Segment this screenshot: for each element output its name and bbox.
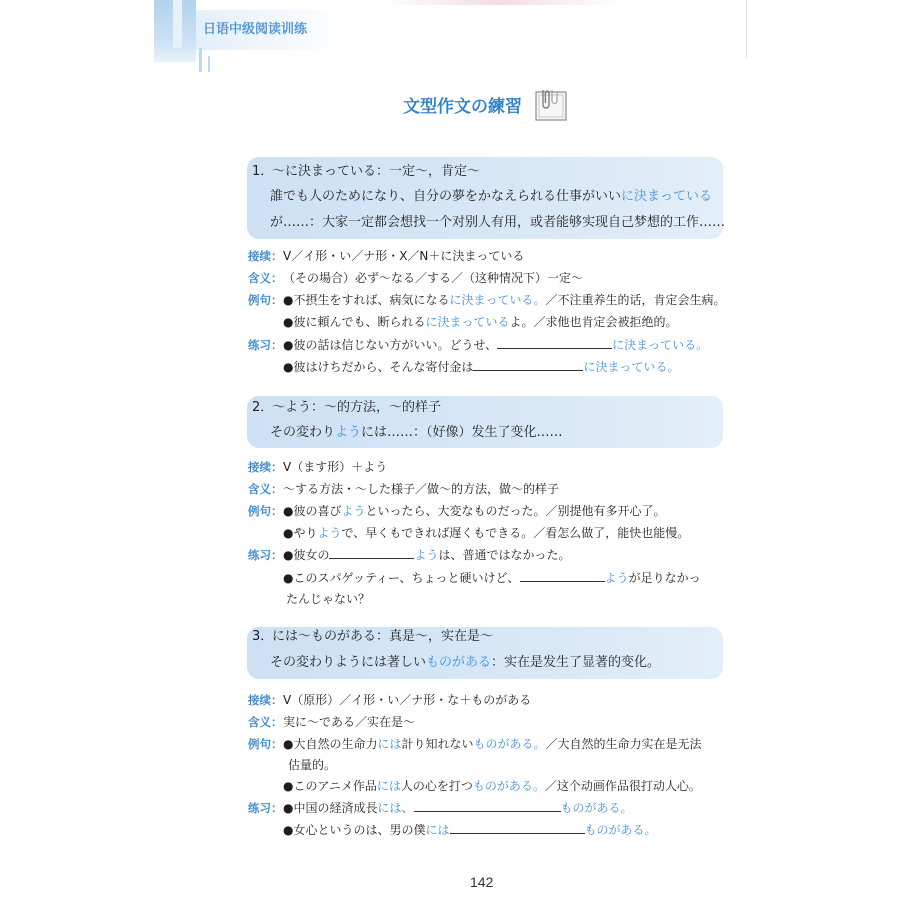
section-2-example-1 (248, 503, 666, 519)
page-title: 文型作文の練習 (403, 97, 522, 117)
example-text: ●彼の喜び (283, 504, 342, 518)
exercise-text: ●彼女の (283, 548, 330, 562)
section-1-connection (248, 248, 524, 264)
example-text: ●このアニメ作品 (283, 779, 377, 793)
section-2-example-2 (283, 525, 689, 541)
exercise-text: たんじゃない？ (286, 592, 371, 606)
meaning-label: 含义： (248, 715, 283, 729)
example-text: 人の心を打つ (400, 779, 473, 793)
exercise-label: 练习： (248, 548, 283, 562)
example-label: 例句： (248, 293, 283, 307)
example-label: 例句： (248, 504, 283, 518)
section-1-sample-translation (270, 215, 725, 231)
header-tick (208, 56, 210, 72)
header-tab-inner (173, 0, 182, 48)
exercise-text: ●彼はけちだから、そんな寄付金は (283, 360, 474, 374)
example-text: ●やり (283, 526, 318, 540)
exercise-text: ●女心というのは、男の僕 (283, 823, 426, 837)
fill-in-blank (497, 336, 612, 349)
section-heading-text: ～に決まっている：一定～，肯定～ (272, 164, 481, 179)
section-3-exercise-1 (248, 799, 633, 816)
series-title: 日语中级阅读训练 (203, 22, 308, 37)
fill-in-blank (450, 821, 585, 834)
exercise-text: ●このスパゲッティー、ちょっと硬いけど、 (283, 571, 520, 585)
example-text: で、早くもできれば遅くもできる。／看怎么做了，能快也能慢。 (341, 526, 690, 540)
exercise-text: ●中国の経済成長 (283, 801, 378, 815)
sample-text: その変わり (270, 425, 336, 440)
connection-label: 接续： (248, 460, 283, 474)
clipboard-icon (533, 87, 569, 122)
meaning-text: 実に～である／实在是～ (283, 715, 416, 729)
section-1-example-2 (283, 314, 678, 330)
example-text: ●不摂生をすれば、病気になる (283, 293, 450, 307)
section-number: 3． (252, 629, 274, 644)
section-3-example-2 (283, 778, 701, 794)
example-text: ／不注重养生的话，肯定会生病。 (545, 293, 726, 307)
fill-in-blank (520, 569, 605, 582)
sample-text: ：实在是发生了显著的变化。 (491, 655, 661, 670)
section-number: 2． (252, 400, 274, 415)
exercise-pattern: よう (604, 571, 629, 585)
sample-pattern: に決まっている (621, 189, 713, 204)
section-3-meaning (248, 714, 415, 730)
section-2-exercise-2-continued (286, 591, 370, 607)
section-heading-text: ～よう：～的方法，～的样子 (272, 400, 442, 415)
section-2-heading (252, 400, 441, 416)
example-pattern: ものがある。 (473, 737, 546, 751)
section-heading-text: には～ものがある：真是～，实在是～ (272, 629, 494, 644)
exercise-text: ●彼の話は信じない方がいい。どうせ、 (283, 338, 498, 352)
page-edge-line (746, 0, 747, 58)
exercise-pattern: に決まっている。 (583, 360, 680, 374)
example-text: ●大自然の生命力 (283, 737, 378, 751)
exercise-pattern: に決まっている。 (612, 338, 709, 352)
section-2-meaning (248, 481, 559, 497)
section-2-exercise-2 (283, 569, 701, 586)
meaning-text: ～する方法・～した様子／做～的方法，做～的样子 (283, 482, 560, 496)
exercise-text: は、普通ではなかった。 (438, 548, 571, 562)
meaning-text: （その場合）必ず～なる／する／（这种情况下）一定～ (283, 271, 584, 285)
section-number: 1． (252, 164, 274, 179)
exercise-label: 练习： (248, 801, 283, 815)
sample-text: 誰でも人のためになり、自分の夢をかなえられる仕事がいい (270, 189, 622, 204)
example-label: 例句： (248, 737, 283, 751)
example-text: といったら、大変なものだった。／别提他有多开心了。 (365, 504, 666, 518)
section-1-exercise-2 (283, 358, 680, 375)
example-text: 估量的。 (288, 758, 337, 772)
fill-in-blank (329, 546, 414, 559)
section-3-exercise-2 (283, 821, 657, 838)
section-1-meaning (248, 270, 583, 286)
section-3-example-1 (248, 736, 702, 752)
meaning-label: 含义： (248, 482, 283, 496)
example-text: ／这个动画作品很打动人心。 (544, 779, 701, 793)
example-pattern: に決まっている。 (449, 293, 546, 307)
section-1-exercise-1 (248, 336, 708, 353)
page-number: 142 (470, 874, 494, 890)
example-pattern: には (376, 779, 401, 793)
example-pattern: よう (341, 504, 366, 518)
example-text: 計り知れない (401, 737, 474, 751)
connection-text: V（原形）／イ形・い／ナ形・な＋ものがある (283, 693, 532, 707)
exercise-text: が足りなかっ (628, 571, 701, 585)
fill-in-blank (473, 358, 583, 371)
exercise-pattern: ものがある。 (560, 801, 633, 815)
meaning-label: 含义： (248, 271, 283, 285)
connection-text: V（ます形）＋よう (283, 460, 388, 474)
example-pattern: に決まっている (425, 315, 510, 329)
example-pattern: よう (317, 526, 342, 540)
section-3-sample-line (270, 655, 660, 671)
section-2-sample-line (270, 425, 563, 441)
section-2-exercise-1 (248, 546, 571, 563)
exercise-label: 练习： (248, 338, 283, 352)
fill-in-blank (414, 799, 561, 812)
sample-pattern: よう (335, 425, 362, 440)
section-3-connection (248, 692, 531, 708)
exercise-pattern: よう (414, 548, 439, 562)
example-pattern: ものがある。 (472, 779, 545, 793)
top-decor-strip (380, 0, 620, 5)
sample-text: には……：（好像）发生了变化…… (361, 425, 563, 440)
example-pattern: には (377, 737, 402, 751)
exercise-pattern: ものがある。 (584, 823, 657, 837)
section-2-connection (248, 459, 387, 475)
section-1-sample-line (270, 189, 712, 205)
connection-label: 接续： (248, 249, 283, 263)
example-text: よ。／求他也肯定会被拒绝的。 (509, 315, 678, 329)
section-3-heading (252, 629, 493, 645)
connection-label: 接续： (248, 693, 283, 707)
sample-pattern: ものがある (426, 655, 492, 670)
section-3-example-1-continued (288, 757, 336, 773)
sample-text: が……：大家一定都会想找一个对别人有用，或者能够实现自己梦想的工作…… (270, 215, 726, 230)
section-1-example-1 (248, 292, 726, 308)
header-tick (199, 48, 202, 72)
exercise-pattern: には (425, 823, 450, 837)
example-text: ／大自然的生命力实在是无法 (545, 737, 702, 751)
example-text: ●彼に頼んでも、断られる (283, 315, 426, 329)
sample-text: その変わりようには著しい (270, 655, 427, 670)
connection-text: V／イ形・い／ナ形・X／N＋に決まっている (283, 249, 525, 263)
section-1-heading (252, 164, 480, 180)
exercise-pattern: には、 (377, 801, 414, 815)
